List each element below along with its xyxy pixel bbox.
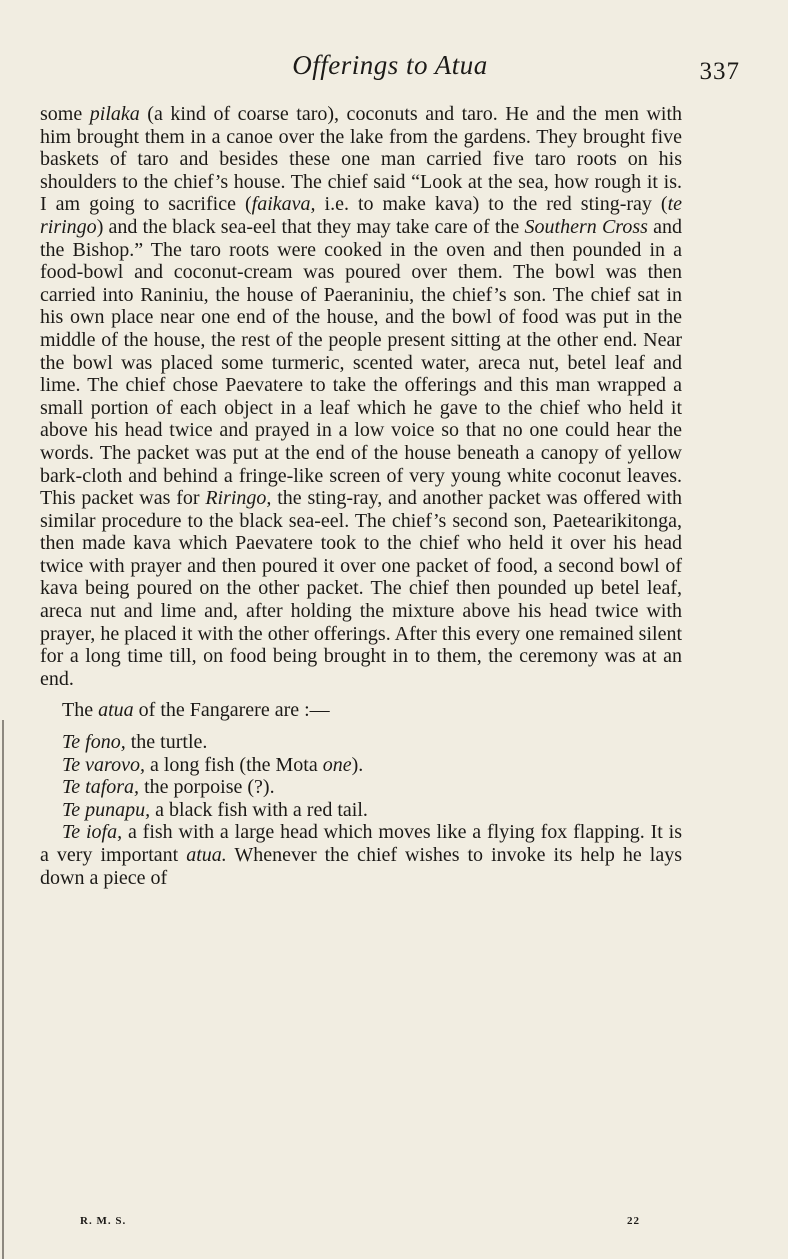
atua-list <box>40 731 682 889</box>
atua-name: Te tafora, <box>62 776 140 799</box>
italic-term: pilaka <box>89 103 140 125</box>
atua-description: a black fish with a red tail. <box>150 798 368 821</box>
atua-name: Te varovo, <box>62 753 145 776</box>
italic-term: faikava, <box>251 193 316 216</box>
atua-description: a long fish (the Mota <box>144 753 323 776</box>
text-run: the sting-ray, and another packet was offered with similar procedure to the black sea-eel. The chief’s second son, Paetearikitonga, then made kava which Paevatere took to the chief who held it over his head twice with prayer and then poured it over one packet of food, a second bowl of kava being poured on the other packet. The chief then pounded up betel leaf, areca nut and lime and, after holding the mixture above his head twice with prayer, he placed it with the other offerings. After this every one remained silent for a long time till, on food being brought in to them, the ceremony was at an end. <box>40 487 683 690</box>
atua-name: Te fono, <box>62 731 126 754</box>
signature-mark: R. M. S. <box>80 1215 127 1227</box>
text-run: and the Bishop.” The taro roots were cooked in the oven and then pounded in a food-bowl and coconut-cream was poured over them. The bowl was then carried into Raniniu, the house of Paeraniniu, the chief’s son. The chief sat in his own place near one end of the house, and the bowl of food was put in the middle of the house, the rest of the people present sitting at the other end. Near the bowl was placed some turmeric, scented water, areca nut, betel leaf and lime. The chief chose Paevatere to take the offerings and this man wrapped a small portion of each object in a leaf which he gave to the chief who held it above his head twice and prayed in a low voice so that no one could hear the words. The packet was put at the end of the house beneath a canopy of yellow bark-cloth and behind a fringe-like screen of very young white coconut leaves. This packet was for <box>40 215 682 510</box>
italic-term: atua. <box>186 844 227 866</box>
atua-item <box>40 776 682 799</box>
page-header <box>40 50 740 90</box>
text-run: Whenever the chief wishes to invoke its help he lays down a piece of <box>40 844 682 889</box>
atua-description: the porpoise (?). <box>139 776 275 799</box>
atua-description: the turtle. <box>125 731 208 754</box>
body-text <box>40 103 682 889</box>
sheet-number: 22 <box>627 1215 640 1227</box>
running-title: Offerings to Atua <box>292 50 488 80</box>
atua-item <box>40 731 682 754</box>
italic-term: te riringo <box>40 193 683 238</box>
text-run: ) and the black sea-eel that they may take care of the <box>96 215 525 238</box>
page-number: 337 <box>699 58 740 85</box>
atua-description: a fish with a large head which moves like a flying fox flapping. It is a very important <box>40 821 682 866</box>
text-run: ). <box>351 753 364 776</box>
paragraph-ceremony <box>40 103 682 690</box>
binding-edge-line <box>2 720 4 1259</box>
text-run: The <box>62 699 99 722</box>
text-run: some <box>40 103 90 125</box>
atua-intro-line <box>40 699 682 722</box>
italic-term: Southern Cross <box>524 215 648 238</box>
text-run: (a kind of coarse taro), coconuts and taro. He and the men with him brought them in a canoe over the lake from the gardens. They brought five baskets of taro and besides these one man carried five taro roots on his shoulders to the chief’s house. The chief said “Look at the sea, how rough it is. I am going to sacrifice ( <box>40 103 682 216</box>
text-run: i.e. to make kava) to the red sting-ray ( <box>315 193 668 216</box>
text-run: of the Fangarere are :— <box>133 699 330 722</box>
atua-item <box>40 799 682 822</box>
italic-term: atua <box>98 699 134 722</box>
atua-name: Te iofa, <box>62 821 123 844</box>
atua-item <box>40 821 682 889</box>
atua-item <box>40 754 682 777</box>
italic-term: Riringo, <box>205 487 272 510</box>
atua-name: Te punapu, <box>62 798 151 821</box>
italic-term: one <box>322 753 352 776</box>
